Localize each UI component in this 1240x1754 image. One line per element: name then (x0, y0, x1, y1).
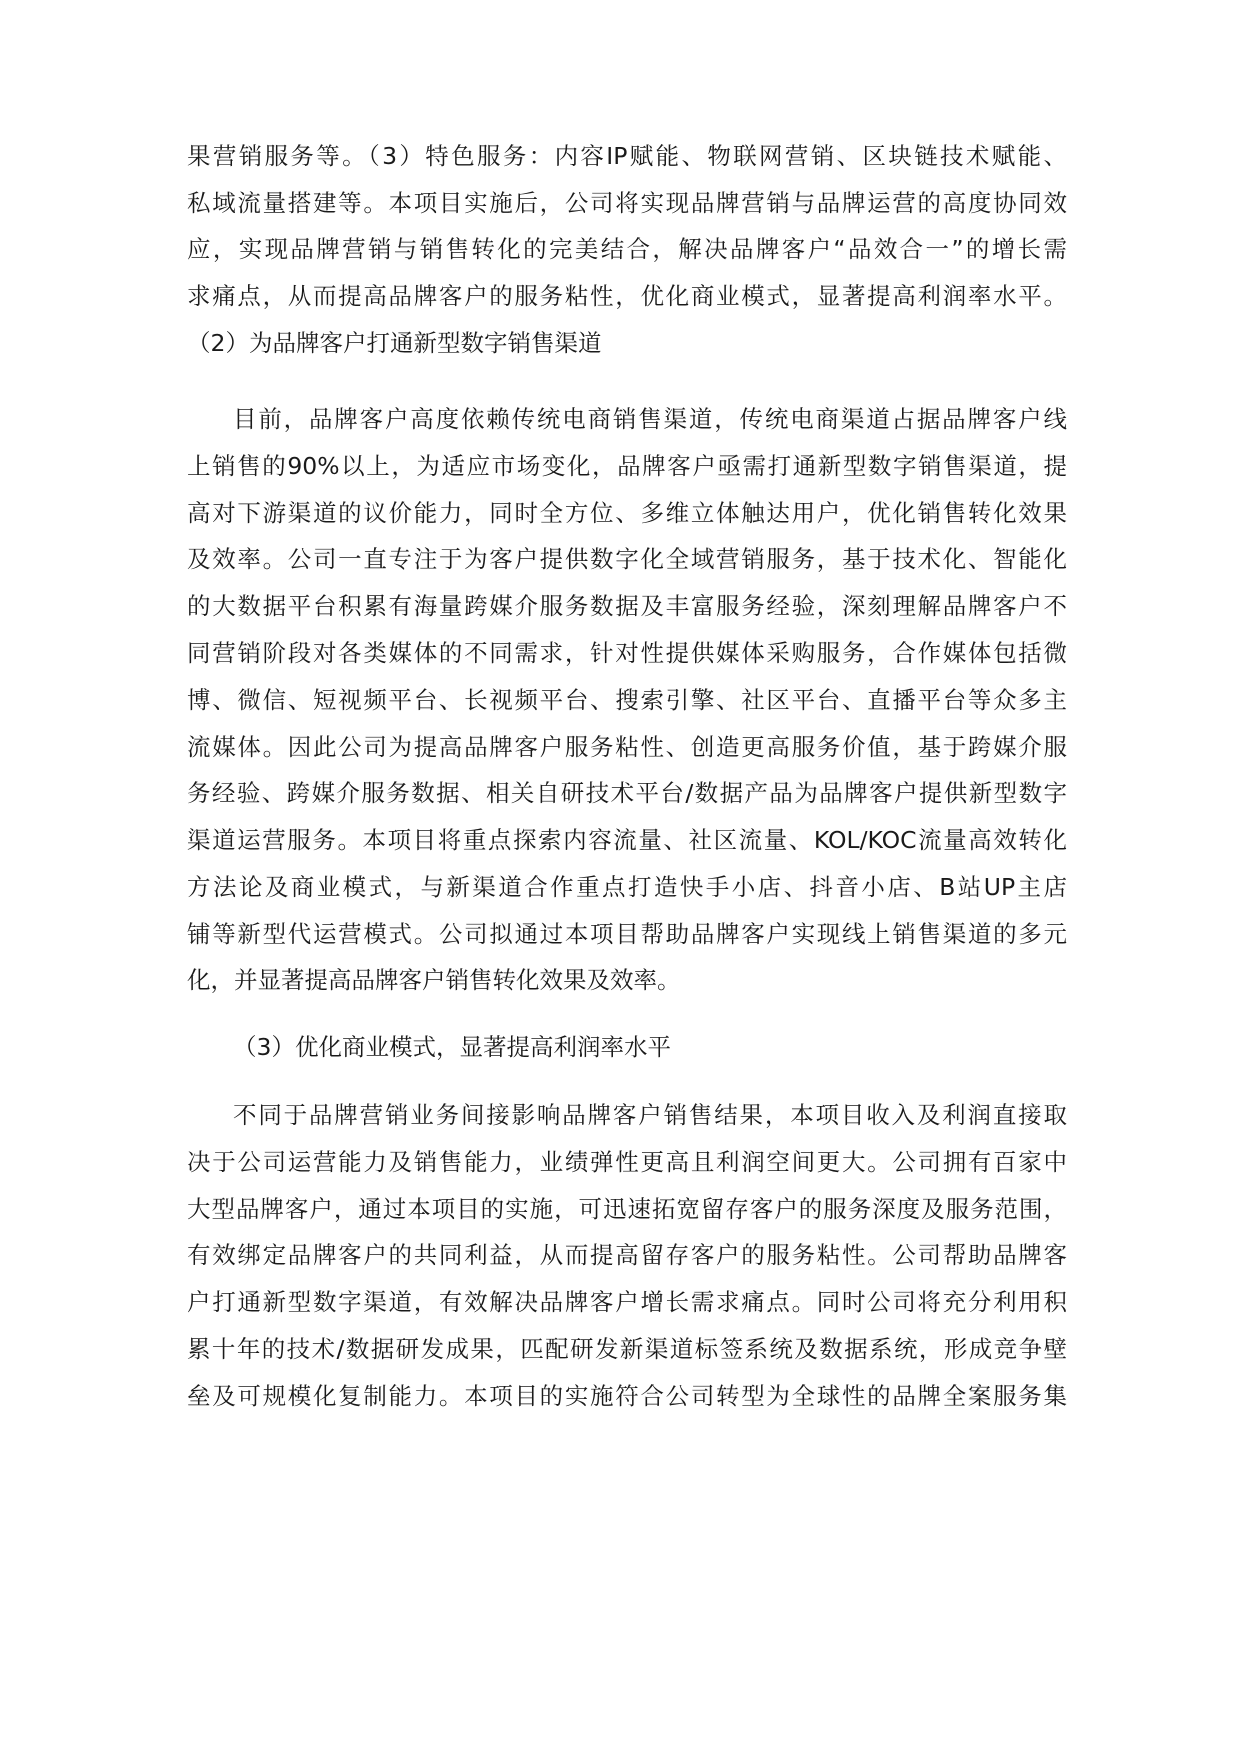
text-line: 不同于品牌营销业务间接影响品牌客户销售结果，本项目收入及利润直接取 (233, 1101, 1067, 1129)
text-line: 户打通新型数字渠道，有效解决品牌客户增长需求痛点。同时公司将充分利用积 (187, 1288, 1067, 1316)
text-line: 渠道运营服务。本项目将重点探索内容流量、社区流量、KOL/KOC流量高效转化 (187, 826, 1067, 854)
text-line: 应，实现品牌营销与销售转化的完美结合，解决品牌客户“品效合一”的增长需 (187, 235, 1067, 263)
text-line: 的大数据平台积累有海量跨媒介服务数据及丰富服务经验，深刻理解品牌客户不 (187, 592, 1067, 620)
text-line: 同营销阶段对各类媒体的不同需求，针对性提供媒体采购服务，合作媒体包括微 (187, 639, 1067, 667)
text-line: 及效率。公司一直专注于为客户提供数字化全域营销服务，基于技术化、智能化 (187, 545, 1067, 573)
section-heading: （3）优化商业模式，显著提高利润率水平 (233, 1033, 671, 1061)
text-line: 决于公司运营能力及销售能力，业绩弹性更高且利润空间更大。公司拥有百家中 (187, 1148, 1067, 1176)
text-line: 务经验、跨媒介服务数据、相关自研技术平台/数据产品为品牌客户提供新型数字 (187, 779, 1067, 807)
text-line: 高对下游渠道的议价能力，同时全方位、多维立体触达用户，优化销售转化效果 (187, 499, 1067, 527)
text-line: 求痛点，从而提高品牌客户的服务粘性，优化商业模式，显著提高利润率水平。 (187, 282, 1067, 310)
text-line: 流媒体。因此公司为提高品牌客户服务粘性、创造更高服务价值，基于跨媒介服 (187, 733, 1067, 761)
text-line: 私域流量搭建等。本项目实施后，公司将实现品牌营销与品牌运营的高度协同效 (187, 189, 1067, 217)
text-line: 累十年的技术/数据研发成果，匹配研发新渠道标签系统及数据系统，形成竞争壁 (187, 1335, 1067, 1363)
text-line: 目前，品牌客户高度依赖传统电商销售渠道，传统电商渠道占据品牌客户线 (233, 405, 1067, 433)
text-line: 垒及可规模化复制能力。本项目的实施符合公司转型为全球性的品牌全案服务集 (187, 1382, 1067, 1410)
text-line: 大型品牌客户，通过本项目的实施，可迅速拓宽留存客户的服务深度及服务范围， (187, 1195, 1067, 1223)
section-heading: （2）为品牌客户打通新型数字销售渠道 (187, 329, 602, 357)
text-line: 方法论及商业模式，与新渠道合作重点打造快手小店、抖音小店、B站UP主店 (187, 873, 1067, 901)
text-line: 博、微信、短视频平台、长视频平台、搜索引擎、社区平台、直播平台等众多主 (187, 686, 1067, 714)
text-line: 果营销服务等。（3）特色服务：内容IP赋能、物联网营销、区块链技术赋能、 (187, 142, 1067, 170)
text-line: 化，并显著提高品牌客户销售转化效果及效率。 (187, 966, 681, 994)
text-line: 铺等新型代运营模式。公司拟通过本项目帮助品牌客户实现线上销售渠道的多元 (187, 920, 1067, 948)
text-line: 有效绑定品牌客户的共同利益，从而提高留存客户的服务粘性。公司帮助品牌客 (187, 1241, 1067, 1269)
text-line: 上销售的90%以上，为适应市场变化，品牌客户亟需打通新型数字销售渠道，提 (187, 452, 1067, 480)
